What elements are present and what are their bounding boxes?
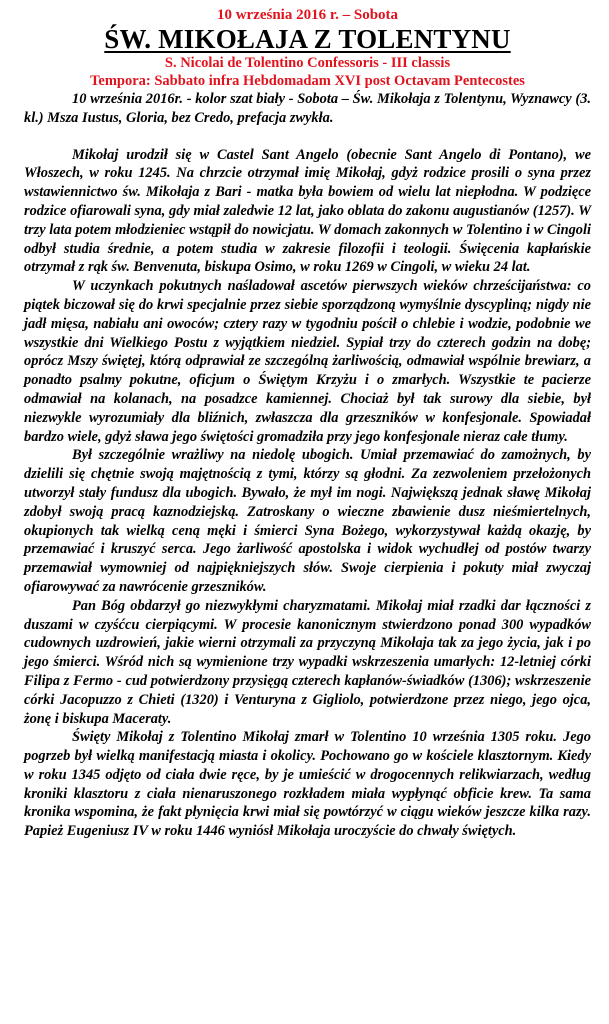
page-title: ŚW. MIKOŁAJA Z TOLENTYNU (104, 24, 511, 54)
body-paragraph: Pan Bóg obdarzył go niezwykłymi charyzmatami. Mikołaj miał rzadki dar łączności z duszami w czyśćcu cierpiącymi. W procesie kanonicznym stwierdzono ponad 300 wypadków cudownych uzdrowień, jakie wierni otrzymali za przyczyną Mikołaja tak za jego życia, jak i po jego śmierci. Wśród nich są wymienione trzy wypadki wskrzeszenia umarłych: 12-letniej córki Filipa z Fermo - cud potwierdzony przysięgą czterech kapłanów-świadków (1306); wskrzeszenie córki Jacopuzzo z Chieti (1320) i Venturyna z Gigliolo, potwierdzone przez niego, jego ojca, żonę i biskupa Maceraty. (24, 597, 591, 727)
latin-title: S. Nicolai de Tolentino Confessoris - III classis (164, 55, 451, 71)
body-paragraph: Mikołaj urodził się w Castel Sant Angelo (obecnie Sant Angelo di Pontano), we Włoszech, w roku 1245. Na chrzcie otrzymał imię Mikołaj, gdyż rodzice prosili o syna przez wstawiennictwo św. Mikołaja z Bari - matka była bowiem od wielu lat niepłodna. W podzięce rodzice ofiarowali syna, gdy miał zaledwie 12 lat, jako oblata do zakonu augustianów (1257). W trzy lata potem młodzieniec wstąpił do nowicjatu. W domach zakonnych w Tolentino i w Cingoli odbył studia średnie, a potem studia w zakresie filozofii i teologii. Święcenia kapłańskie otrzymał z rąk św. Benvenuta, biskupa Osimo, w roku 1269 w Cingoli, w wieku 24 lat. (24, 146, 591, 276)
intro-paragraph: 10 września 2016r. - kolor szat biały - Sobota – Św. Mikołaja z Tolentynu, Wyznawcy (3. kl.) Msza Iustus, Gloria, bez Credo, prefacja zwykła. (24, 91, 591, 126)
body-paragraph: Święty Mikołaj z Tolentino Mikołaj zmarł w Tolentino 10 września 1305 roku. Jego pogrzeb był wielką manifestacją miasta i okolicy. Pochowano go w kościele klasztornym. Kiedy w roku 1345 odjęto od ciała dwie ręce, by je umieścić w drogocennych relikwiarzach, według kroniki klasztoru z ciała nienaruszonego rozkładem miała wypłynąć obficie krew. Ta sama kronika wspomina, że fakt płynięcia krwi miał się powtórzyć w ciągu wieków jeszcze kilka razy. Papież Eugeniusz IV w roku 1446 wyniósł Mikołaja uroczyście do chwały świętych. (24, 729, 591, 840)
section-gap (24, 128, 591, 146)
body-paragraph: Był szczególnie wrażliwy na niedolę ubogich. Umiał przemawiać do zamożnych, by dzielili się chętnie swoją majętnością z tymi, którzy są głodni. Za zezwoleniem przełożonych utworzył stały fundusz dla ubogich. Bywało, że mył im nogi. Największą jednak sławę Mikołaj zdobył swoją pracą kaznodziejską. Zatroskany o wieczne zbawienie dusz nieśmiertelnych, okupionych tak wielką ceną męki i śmierci Syna Bożego, wykorzystywał każdą okazję, by przemawiać i kruszyć serca. Jego żarliwość apostolska i widok wychudłej od postów twarzy przemawiał wymowniej od najpiękniejszych słów. Swoje cierpienia i pokuty miał zwyczaj ofiarowywać za nawrócenie grzeszników. (24, 447, 591, 595)
date-heading: 10 września 2016 r. – Sobota (216, 7, 399, 23)
document-body (24, 90, 591, 841)
tempora-line: Tempora: Sabbato infra Hebdomadam XVI post Octavam Pentecostes (90, 73, 525, 89)
body-paragraph: W uczynkach pokutnych naśladował ascetów pierwszych wieków chrześcijaństwa: co piątek biczował się do krwi specjalnie przez siebie sporządzoną wymyślnie dyscypliną; nigdy nie jadł mięsa, nabiału ani owoców; cztery razy w tygodniu pościł o chlebie i wodzie, podobnie we wszystkie dni Wielkiego Postu z wyjątkiem niedziel. Sypiał trzy do czterech godzin na dobę; oprócz Mszy świętej, którą odprawiał ze szczególną żarliwością, odmawiał wspólnie brewiarz, a ponadto psalmy pokutne, oficjum o Świętym Krzyżu i o zmarłych. Wszystkie te pacierze odmawiał na kolanach, na posadzce kamiennej. Chociaż był tak surowy dla siebie, był niezwykle wyrozumiały dla bliźnich, zwłaszcza dla grzeszników w konfesjonale. Spowiadał bardzo wiele, gdyż sława jego świętości gromadziła przy jego konfesjonale nieraz całe tłumy. (24, 278, 591, 445)
